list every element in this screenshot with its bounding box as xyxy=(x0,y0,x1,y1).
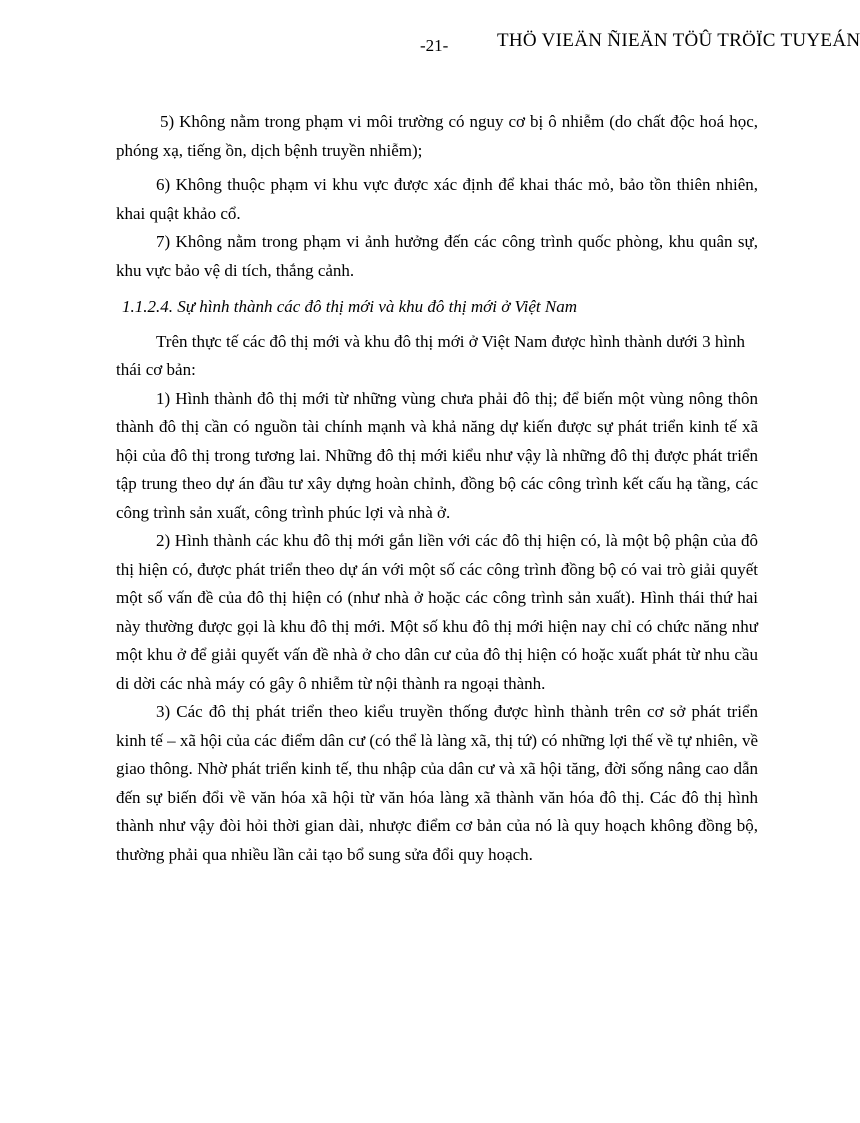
paragraph-criterion-5: 5) Không nằm trong phạm vi môi trường có nguy cơ bị ô nhiễm (do chất độc hoá học, phóng xạ, tiếng ồn, dịch bệnh truyền nhiễm); xyxy=(116,112,758,160)
paragraph-form-1: 1) Hình thành đô thị mới từ những vùng chưa phải đô thị; để biến một vùng nông thôn thành đô thị cần có nguồn tài chính mạnh và khả năng dự kiến được sự phát triển kinh tế xã hội của đô thị trong tương lai. Những đô thị mới kiểu như vậy là những đô thị được phát triển tập trung theo dự án đầu tư xây dựng hoàn chỉnh, đồng bộ các công trình kết cấu hạ tầng, các công trình sản xuất, công trình phúc lợi và nhà ở. xyxy=(116,388,758,522)
page-header xyxy=(0,30,860,60)
header-title: THÖ VIEÄN ÑIEÄN TÖÛ TRÖÏC TUYEÁN xyxy=(497,30,860,51)
document-body xyxy=(116,108,758,869)
paragraph-criterion-7: 7) Không nằm trong phạm vi ảnh hưởng đến các công trình quốc phòng, khu quân sự, khu vực bảo vệ di tích, thắng cảnh. xyxy=(116,232,758,280)
paragraph-form-2: 2) Hình thành các khu đô thị mới gắn liền với các đô thị hiện có, là một bộ phận của đô thị hiện có, được phát triển theo dự án với một số các công trình đồng bộ có vai trò giải quyết một số vấn đề của đô thị hiện có (như nhà ở hoặc các công trình sản xuất). Hình thái thứ hai này thường được gọi là khu đô thị mới. Một số khu đô thị mới hiện nay chỉ có chức năng như một khu ở để giải quyết vấn đề nhà ở cho dân cư của đô thị hiện có hoặc xuất phát từ nhu cầu di dời các nhà máy có gây ô nhiễm từ nội thành ra ngoại thành. xyxy=(116,531,758,693)
section-heading: 1.1.2.4. Sự hình thành các đô thị mới và khu đô thị mới ở Việt Nam xyxy=(122,297,577,316)
paragraph-form-3: 3) Các đô thị phát triển theo kiểu truyền thống được hình thành trên cơ sở phát triển kinh tế – xã hội của các điểm dân cư (có thể là làng xã, thị tứ) có những lợi thế về tự nhiên, về giao thông. Nhờ phát triển kinh tế, thu nhập của dân cư và xã hội tăng, đời sống nâng cao dẫn đến sự biến đổi về văn hóa xã hội từ văn hóa làng xã thành văn hóa đô thị. Các đô thị hình thành như vậy đòi hỏi thời gian dài, nhược điểm cơ bản của nó là quy hoạch không đồng bộ, thường phải qua nhiều lần cải tạo bổ sung sửa đổi quy hoạch. xyxy=(116,702,758,864)
paragraph-intro: Trên thực tế các đô thị mới và khu đô thị mới ở Việt Nam được hình thành dưới 3 hình thái cơ bản: xyxy=(116,331,746,379)
paragraph-criterion-6: 6) Không thuộc phạm vi khu vực được xác định để khai thác mỏ, bảo tồn thiên nhiên, khai quật khảo cổ. xyxy=(116,175,758,223)
page-number: -21- xyxy=(420,36,449,55)
